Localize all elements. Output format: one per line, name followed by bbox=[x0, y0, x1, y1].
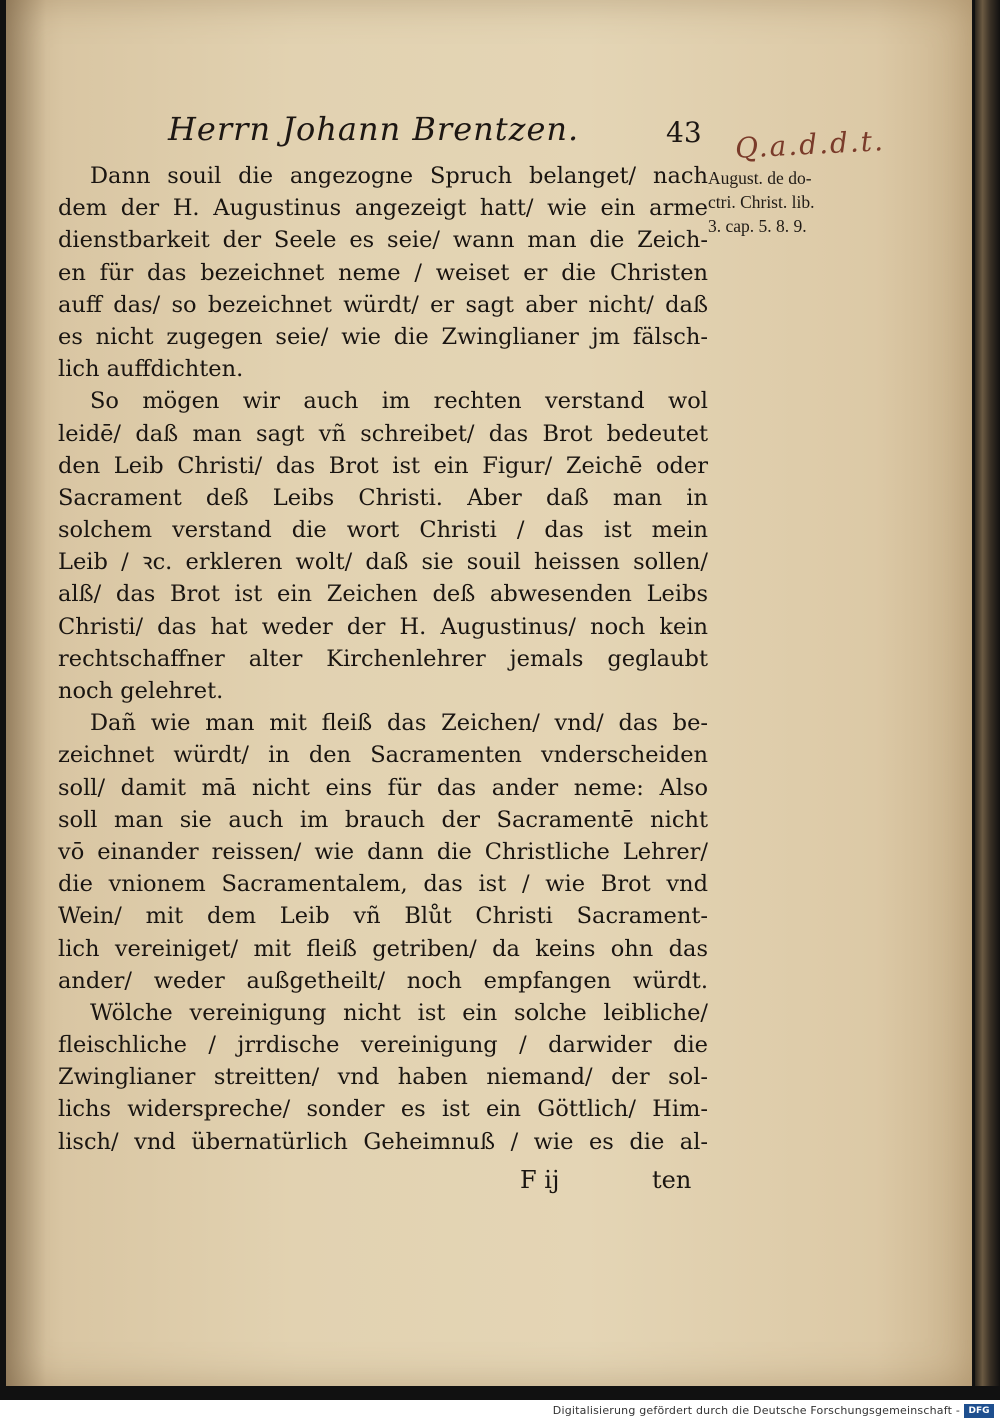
text-line: leidē/ daß man sagt vñ schreibet/ das Brot bedeutet bbox=[58, 420, 708, 447]
text-line: vō einander reissen/ wie dann die Christliche Lehrer/ bbox=[58, 838, 708, 865]
digitization-footer bbox=[0, 1400, 1000, 1422]
running-head: Herrn Johann Brentzen. bbox=[168, 110, 580, 148]
text-line: Dann souil die angezogne Spruch belanget/ nach bbox=[90, 163, 708, 189]
text-line: auff das/ so bezeichnet würdt/ er sagt aber nicht/ daß bbox=[58, 291, 708, 318]
text-line: dem der H. Augustinus angezeigt hatt/ wie ein arme bbox=[58, 195, 708, 222]
text-line: en für das bezeichnet neme / weiset er die Christen bbox=[58, 259, 708, 286]
catchword: ten bbox=[652, 1166, 692, 1194]
text-line: noch gelehret. bbox=[58, 678, 224, 704]
marginal-line: August. de do- bbox=[708, 168, 812, 188]
text-line: Sacrament deß Leibs Christi. Aber daß man in bbox=[58, 484, 708, 511]
text-line: lich vereiniget/ mit fleiß getriben/ da keins ohn das bbox=[58, 935, 708, 962]
text-line: Christi/ das hat weder der H. Augustinus/ noch kein bbox=[58, 613, 708, 640]
text-line: dienstbarkeit der Seele es seie/ wann man die Zeich- bbox=[58, 227, 708, 254]
text-line: soll/ damit mā nicht eins für das ander neme: Also bbox=[58, 774, 708, 801]
text-line: ander/ weder außgetheilt/ noch empfangen würdt. bbox=[58, 967, 708, 994]
manuscript-annotation: Q.a.d.d.t. bbox=[734, 124, 886, 165]
text-line: lisch/ vnd übernatürlich Geheimnuß / wie es die al- bbox=[58, 1128, 708, 1155]
text-line: Dañ wie man mit fleiß das Zeichen/ vnd/ das be- bbox=[90, 710, 708, 737]
binding-gutter bbox=[975, 0, 1000, 1386]
page-footer-marks bbox=[58, 1166, 708, 1198]
funding-notice: Digitalisierung gefördert durch die Deutsche Forschungsgemeinschaft - bbox=[552, 1404, 960, 1417]
text-line: solchem verstand die wort Christi / das ist mein bbox=[58, 517, 708, 544]
text-line: alß/ das Brot ist ein Zeichen deß abwesenden Leibs bbox=[58, 581, 708, 608]
text-line: es nicht zugegen seie/ wie die Zwinglianer jm fälsch- bbox=[58, 323, 708, 350]
text-line: Leib / ꝛc. erkleren wolt/ daß sie souil heissen sollen/ bbox=[58, 549, 708, 576]
signature-mark: F ij bbox=[520, 1166, 560, 1194]
text-line: die vnionem Sacramentalem, das ist / wie Brot vnd bbox=[58, 871, 708, 898]
marginal-line: ctri. Christ. lib. bbox=[708, 192, 815, 212]
page-edge-shadow bbox=[6, 0, 46, 1386]
text-line: den Leib Christi/ das Brot ist ein Figur/ Zeichē oder bbox=[58, 452, 708, 479]
marginal-line: 3. cap. 5. 8. 9. bbox=[708, 216, 807, 236]
text-line: lich auffdichten. bbox=[58, 356, 244, 383]
body-text bbox=[58, 160, 708, 1158]
page-number: 43 bbox=[666, 116, 702, 149]
text-line: soll man sie auch im brauch der Sacramentē nicht bbox=[58, 806, 708, 833]
text-line: rechtschaffner alter Kirchenlehrer jemals geglaubt bbox=[58, 645, 708, 672]
text-line: fleischliche / jrrdische vereinigung / darwider die bbox=[58, 1032, 708, 1059]
dfg-logo-icon: DFG bbox=[964, 1404, 994, 1418]
text-line: Wein/ mit dem Leib vñ Blůt Christi Sacrament- bbox=[58, 903, 708, 930]
text-line: So mögen wir auch im rechten verstand wol bbox=[90, 388, 708, 415]
text-line: Wölche vereinigung nicht ist ein solche leibliche/ bbox=[90, 999, 708, 1026]
marginal-note bbox=[708, 166, 878, 238]
text-line: Zwinglianer streitten/ vnd haben niemand/ der sol- bbox=[58, 1064, 708, 1091]
text-line: lichs widerspreche/ sonder es ist ein Göttlich/ Him- bbox=[58, 1096, 708, 1123]
text-line: zeichnet würdt/ in den Sacramenten vnderscheiden bbox=[58, 742, 708, 769]
